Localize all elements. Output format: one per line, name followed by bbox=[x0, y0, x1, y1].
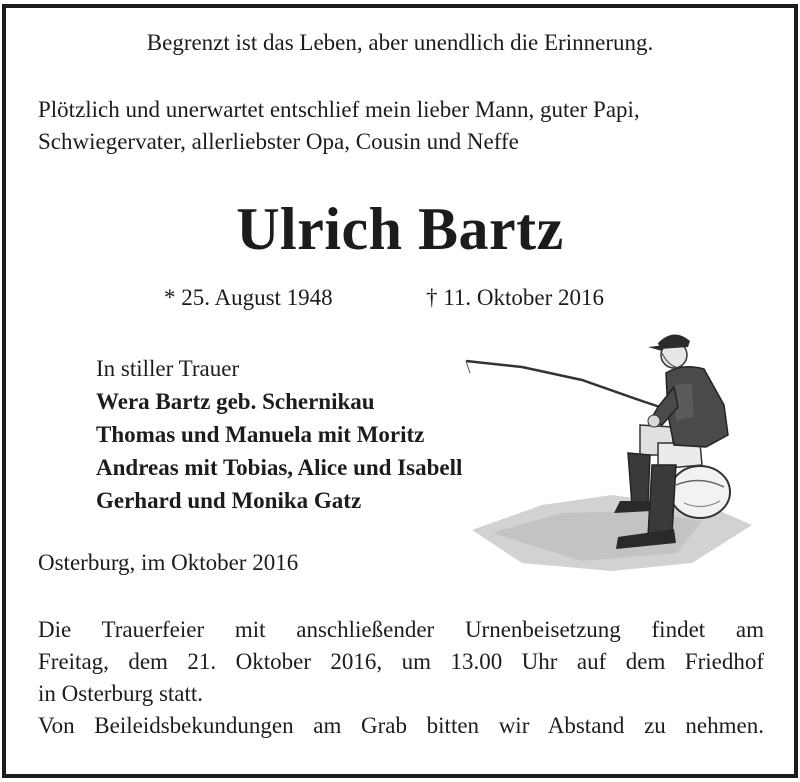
notice-line: in Osterburg statt. bbox=[38, 681, 204, 706]
intro-line: Plötzlich und unerwartet entschlief mein lieber Mann, guter Papi, bbox=[38, 97, 640, 122]
mourner: Wera Bartz geb. Schernikau bbox=[96, 389, 375, 414]
fisherman-illustration bbox=[462, 325, 768, 575]
deceased-name: Ulrich Bartz bbox=[236, 196, 564, 262]
place-and-date: Osterburg, im Oktober 2016 bbox=[38, 550, 299, 575]
mourning-intro: In stiller Trauer bbox=[96, 356, 240, 381]
mourners-list bbox=[96, 352, 462, 517]
mourner: Thomas und Manuela mit Moritz bbox=[96, 422, 425, 447]
mourner: Andreas mit Tobias, Alice und Isabell bbox=[96, 455, 463, 480]
funeral-notice bbox=[38, 614, 764, 742]
intro-line: Schwiegervater, allerliebster Opa, Cousin und Neffe bbox=[38, 129, 519, 154]
death-date: † 11. Oktober 2016 bbox=[426, 285, 605, 310]
intro-text bbox=[38, 94, 773, 158]
notice-line: Von Beileidsbekundungen am Grab bitten wir Abstand zu nehmen. bbox=[38, 713, 764, 738]
notice-line: Die Trauerfeier mit anschließender Urnenbeisetzung findet am bbox=[38, 617, 764, 642]
mourner: Gerhard und Monika Gatz bbox=[96, 488, 362, 513]
birth-date: * 25. August 1948 bbox=[164, 285, 333, 310]
motto: Begrenzt ist das Leben, aber unendlich die Erinnerung. bbox=[146, 30, 654, 55]
notice-line: Freitag, dem 21. Oktober 2016, um 13.00 Uhr auf dem Friedhof bbox=[38, 649, 764, 674]
